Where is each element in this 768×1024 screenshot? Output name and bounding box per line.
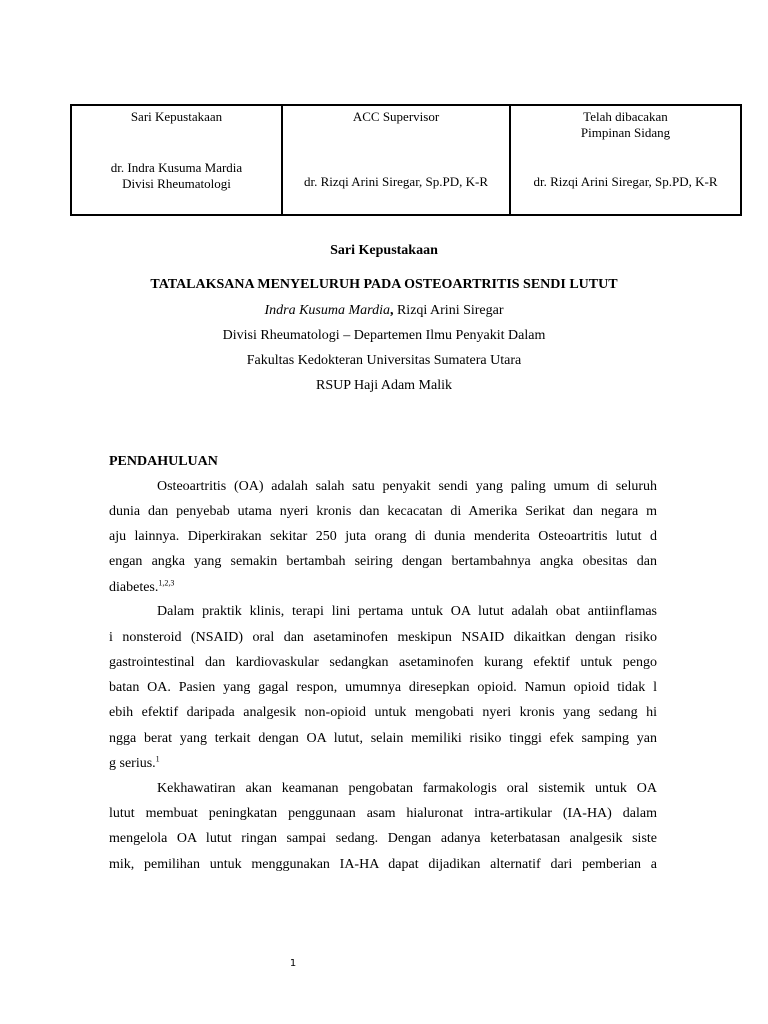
approval-col1-name: dr. Indra Kusuma Mardia [110,160,243,175]
body-line-with-citation [109,580,657,596]
approval-cell-author [72,106,283,214]
approval-col1-division: Divisi Rheumatologi [122,176,231,191]
approval-col2-name: dr. Rizqi Arini Siregar, Sp.PD, K-R [303,174,488,189]
approval-col1-header: Sari Kepustakaan [130,109,223,124]
author-secondary: Rizqi Arini Siregar [396,303,504,318]
section-heading: PENDAHULUAN [109,454,218,469]
approval-col3-header-line1: Telah dibacakan [583,109,668,124]
body-line: aju lainnya. Diperkirakan sekitar 250 juta orang di dunia menderita Osteoartritis lutut d [109,529,657,544]
approval-col3-header-line2: Pimpinan Sidang [580,125,671,140]
body-line: Kekhawatiran akan keamanan pengobatan farmakologis oral sistemik untuk OA [157,781,657,796]
document-title: TATALAKSANA MENYELURUH PADA OSTEOARTRITIS SENDI LUTUT [150,277,618,292]
body-line: dunia dan penyebab utama nyeri kronis dan kecacatan di Amerika Serikat dan negara m [109,504,657,519]
affiliation-hospital: RSUP Haji Adam Malik [316,378,452,393]
affiliation-division: Divisi Rheumatologi – Departemen Ilmu Penyakit Dalam [222,328,546,343]
author-separator: , [389,303,397,318]
body-line: Osteoartritis (OA) adalah salah satu penyakit sendi yang paling umum di seluruh [157,479,657,494]
section-label: Sari Kepustakaan [330,243,438,258]
affiliation-faculty: Fakultas Kedokteran Universitas Sumatera Utara [246,353,522,368]
approval-col2-header: ACC Supervisor [352,109,440,124]
body-line: i nonsteroid (NSAID) oral dan asetaminofen meskipun NSAID dikaitkan dengan risiko [109,630,657,645]
body-line: ebih efektif daripada analgesik non-opioid untuk mengobati nyeri kronis yang sedang hi [109,705,657,720]
approval-cell-supervisor [283,106,511,214]
body-line-with-citation [109,756,657,772]
page-number: 1 [289,958,297,969]
citation-superscript: 1 [155,754,160,764]
citation-superscript: 1,2,3 [158,578,175,588]
approval-table [70,104,742,216]
body-line: ngga berat yang terkait dengan OA lutut, selain memiliki risiko tinggi efek samping yan [109,731,657,746]
body-line: mengelola OA lutut ringan sampai sedang. Dengan adanya keterbatasan analgesik siste [109,831,657,846]
body-line: batan OA. Pasien yang gagal respon, umumnya diresepkan opioid. Namun opioid tidak l [109,680,657,695]
approval-cell-chair [511,106,740,214]
author-line [0,303,768,319]
approval-col3-name: dr. Rizqi Arini Siregar, Sp.PD, K-R [533,174,718,189]
body-line: Dalam praktik klinis, terapi lini pertama untuk OA lutut adalah obat antiinflamas [157,604,657,619]
body-line-text: diabetes. [109,580,159,595]
body-line-text: g serius. [109,756,156,771]
body-line: mik, pemilihan untuk menggunakan IA-HA dapat dijadikan alternatif dari pemberian a [109,857,657,872]
body-line: gastrointestinal dan kardiovaskular sedangkan asetaminofen kurang efektif untuk pengo [109,655,657,670]
body-line: lutut membuat peningkatan penggunaan asam hialuronat intra-artikular (IA-HA) dalam [109,806,657,821]
author-primary: Indra Kusuma Mardia [264,303,390,318]
body-line: engan angka yang semakin bertambah seiring dengan bertambahnya angka obesitas dan [109,554,657,569]
